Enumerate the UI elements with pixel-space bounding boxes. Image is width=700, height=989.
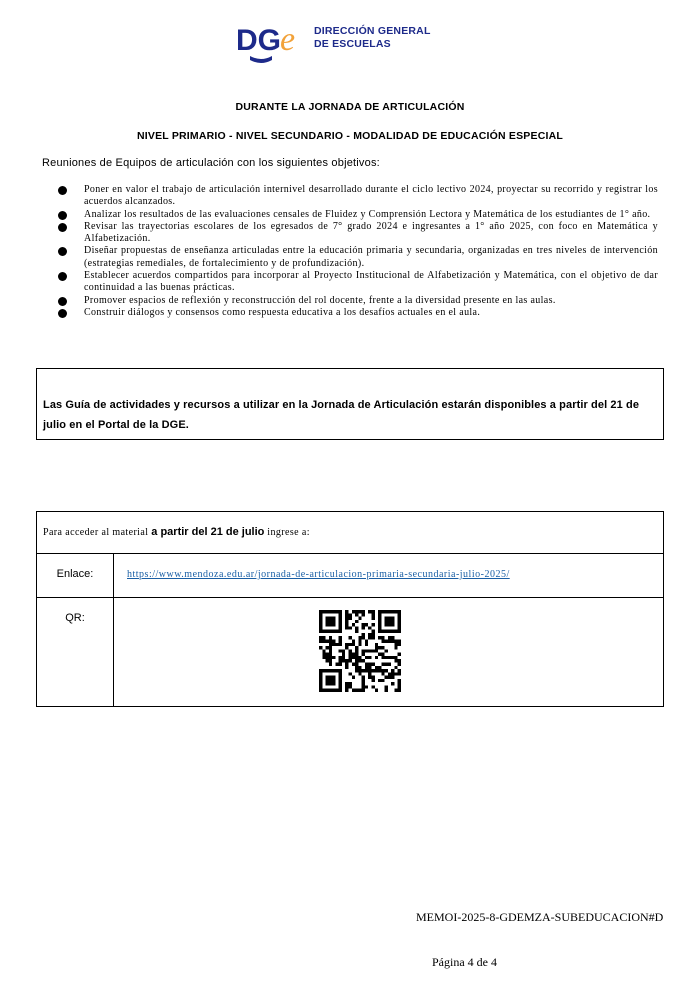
bullet-icon <box>58 223 67 232</box>
bullet-icon <box>58 309 67 318</box>
table-divider <box>37 597 663 598</box>
availability-notice-text: Las Guía de actividades y recursos a utilizar en la Jornada de Articulación estarán disponibles a partir del 21 de julio en el Portal de la DGE. <box>43 399 640 431</box>
svg-text:e: e <box>280 21 296 58</box>
logo-line-2: DE ESCUELAS <box>314 38 391 50</box>
access-intro <box>43 526 310 538</box>
bullet-icon <box>58 297 67 306</box>
qr-code[interactable] <box>319 610 401 692</box>
objective-item <box>58 245 658 270</box>
access-intro-text: Para acceder al material <box>43 527 152 538</box>
page-number: Página 4 de 4 <box>432 955 497 969</box>
memo-code: MEMOI-2025-8-GDEMZA-SUBEDUCACION#D <box>416 910 664 924</box>
article-link[interactable]: https://www.mendoza.edu.ar/jornada-de-articulacion-primaria-secundaria-julio-2025/ <box>127 569 510 580</box>
svg-text:DG: DG <box>236 24 281 57</box>
objective-item <box>58 295 658 307</box>
access-date: a partir del 21 de julio <box>151 526 265 538</box>
table-column-divider <box>113 553 114 706</box>
availability-notice <box>36 368 664 440</box>
dge-logo-mark <box>236 20 308 68</box>
objectives-list <box>58 184 658 319</box>
logo-wordmark <box>314 25 431 51</box>
access-table <box>36 511 664 707</box>
objective-item <box>58 270 658 295</box>
logo-line-1: DIRECCIÓN GENERAL <box>314 25 431 37</box>
document-subtitle: NIVEL PRIMARIO - NIVEL SECUNDARIO - MODALIDAD DE EDUCACIÓN ESPECIAL <box>136 130 564 142</box>
document-title: DURANTE LA JORNADA DE ARTICULACIÓN <box>235 101 465 113</box>
bullet-icon <box>58 211 67 220</box>
objective-text: Analizar los resultados de las evaluaciones censales de Fluidez y Comprensión Lectora y Matemática de los estudiantes de 1° año. <box>84 208 651 220</box>
bullet-icon <box>58 272 67 281</box>
bullet-icon <box>58 186 67 195</box>
objective-text: Establecer acuerdos compartidos para incorporar al Proyecto Institucional de Alfabetización y Matemática, con el objetivo de dar continuidad a las buenas prácticas. <box>84 270 658 294</box>
dge-logo <box>236 20 436 70</box>
qr-label: QR: <box>65 612 85 624</box>
link-label: Enlace: <box>56 568 94 580</box>
objectives-intro: Reuniones de Equipos de articulación con los siguientes objetivos: <box>42 157 380 169</box>
objective-item <box>58 184 658 209</box>
access-intro-end: ingrese a: <box>264 527 310 538</box>
objective-item <box>58 307 658 319</box>
objective-text: Construir diálogos y consensos como respuesta educativa a los desafíos actuales en el aula. <box>84 306 481 318</box>
objective-text: Diseñar propuestas de enseñanza articuladas entre la educación primaria y secundaria, organizadas en tres niveles de intervención (estrategias remediales, de fortalecimiento y de profundización). <box>84 245 658 269</box>
objective-text: Promover espacios de reflexión y reconstrucción del rol docente, frente a la diversidad presente en las aulas. <box>84 294 556 306</box>
table-divider <box>37 553 663 554</box>
objective-item <box>58 221 658 246</box>
objective-item <box>58 209 658 221</box>
objective-text: Poner en valor el trabajo de articulación internivel desarrollado durante el ciclo lectivo 2024, proyectar su recorrido y registrar los acuerdos alcanzados. <box>84 184 658 208</box>
bullet-icon <box>58 247 67 256</box>
objective-text: Revisar las trayectorias escolares de los egresados de 7° grado 2024 e ingresantes a 1° año 2025, con foco en Matemática y Alfabetización. <box>84 220 658 245</box>
